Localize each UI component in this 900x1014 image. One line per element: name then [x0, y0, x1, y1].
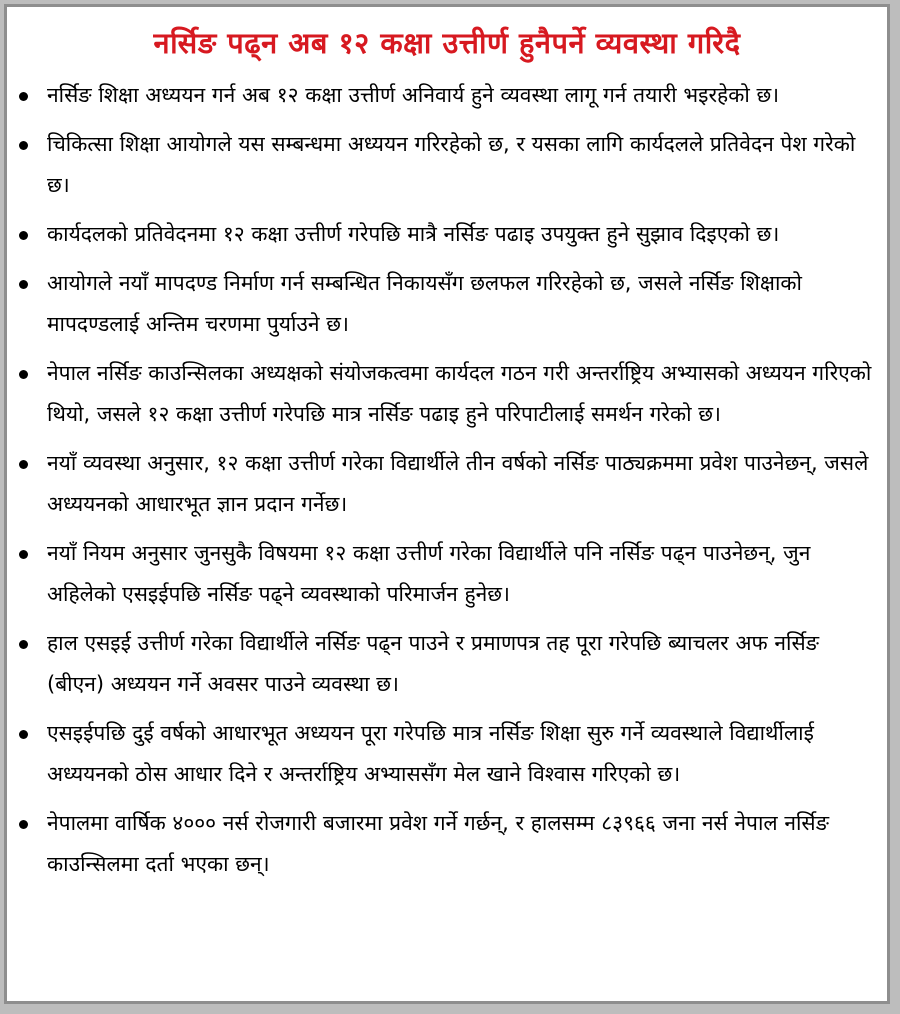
list-item: [7, 124, 887, 206]
list-item-text: एसइईपछि दुई वर्षको आधारभूत अध्ययन पूरा गरेपछि मात्र नर्सिङ शिक्षा सुरु गर्ने व्यवस्थाले विद्यार्थीलाई अध्ययनको ठोस आधार दिने र अन्तर्राष्ट्रिय अभ्याससँग मेल खाने विश्वास गरिएको छ।: [47, 721, 814, 786]
list-item-text: नेपाल नर्सिङ काउन्सिलका अध्यक्षको संयोजकत्वमा कार्यदल गठन गरी अन्तर्राष्ट्रिय अभ्यासको अध्ययन गरिएको थियो, जसले १२ कक्षा उत्तीर्ण गरेपछि मात्र नर्सिङ पढाइ हुने परिपाटीलाई समर्थन गरेको छ।: [47, 361, 872, 426]
bullet-dot-icon: [19, 730, 28, 739]
list-item: [7, 443, 887, 525]
list-item: [7, 623, 887, 705]
list-item-text: नयाँ नियम अनुसार जुनसुकै विषयमा १२ कक्षा उत्तीर्ण गरेका विद्यार्थीले पनि नर्सिङ पढ्न पाउनेछन्, जुन अहिलेको एसइईपछि नर्सिङ पढ्ने व्यवस्थाको परिमार्जन हुनेछ।: [47, 541, 811, 606]
bullet-dot-icon: [19, 280, 28, 289]
list-item-text: आयोगले नयाँ मापदण्ड निर्माण गर्न सम्बन्धित निकायसँग छलफल गरिरहेको छ, जसले नर्सिङ शिक्षाको मापदण्डलाई अन्तिम चरणमा पुर्याउने छ।: [47, 271, 802, 336]
list-item-text: नर्सिङ शिक्षा अध्ययन गर्न अब १२ कक्षा उत्तीर्ण अनिवार्य हुने व्यवस्था लागू गर्न तयारी भइरहेको छ।: [47, 83, 780, 107]
bullet-dot-icon: [19, 820, 28, 829]
list-item: [7, 533, 887, 615]
bullet-dot-icon: [19, 231, 28, 240]
bullet-dot-icon: [19, 460, 28, 469]
bullet-list: [7, 75, 887, 885]
list-item: [7, 353, 887, 435]
list-item: [7, 713, 887, 795]
list-item-text: कार्यदलको प्रतिवेदनमा १२ कक्षा उत्तीर्ण गरेपछि मात्रै नर्सिङ पढाइ उपयुक्त हुने सुझाव दिइएको छ।: [47, 222, 780, 246]
bullet-dot-icon: [19, 141, 28, 150]
list-item: [7, 214, 887, 255]
bullet-dot-icon: [19, 640, 28, 649]
list-item: [7, 263, 887, 345]
list-item-text: नेपालमा वार्षिक ४००० नर्स रोजगारी बजारमा प्रवेश गर्ने गर्छन्, र हालसम्म ८३९६६ जना नर्स नेपाल नर्सिङ काउन्सिलमा दर्ता भएका छन्।: [47, 811, 829, 876]
list-item: [7, 75, 887, 116]
bullet-dot-icon: [19, 92, 28, 101]
bullet-dot-icon: [19, 370, 28, 379]
list-item: [7, 803, 887, 885]
document-panel: [4, 4, 890, 1004]
bullet-dot-icon: [19, 550, 28, 559]
page-title: नर्सिङ पढ्न अब १२ कक्षा उत्तीर्ण हुनैपर्ने व्यवस्था गरिदै: [153, 26, 741, 60]
list-item-text: नयाँ व्यवस्था अनुसार, १२ कक्षा उत्तीर्ण गरेका विद्यार्थीले तीन वर्षको नर्सिङ पाठ्यक्रममा प्रवेश पाउनेछन्, जसले अध्ययनको आधारभूत ज्ञान प्रदान गर्नेछ।: [47, 451, 869, 516]
list-item-text: हाल एसइई उत्तीर्ण गरेका विद्यार्थीले नर्सिङ पढ्न पाउने र प्रमाणपत्र तह पूरा गरेपछि ब्याचलर अफ नर्सिङ (बीएन) अध्ययन गर्ने अवसर पाउने व्यवस्था छ।: [47, 631, 820, 696]
list-item-text: चिकित्सा शिक्षा आयोगले यस सम्बन्धमा अध्ययन गरिरहेको छ, र यसका लागि कार्यदलले प्रतिवेदन पेश गरेको छ।: [47, 132, 856, 197]
